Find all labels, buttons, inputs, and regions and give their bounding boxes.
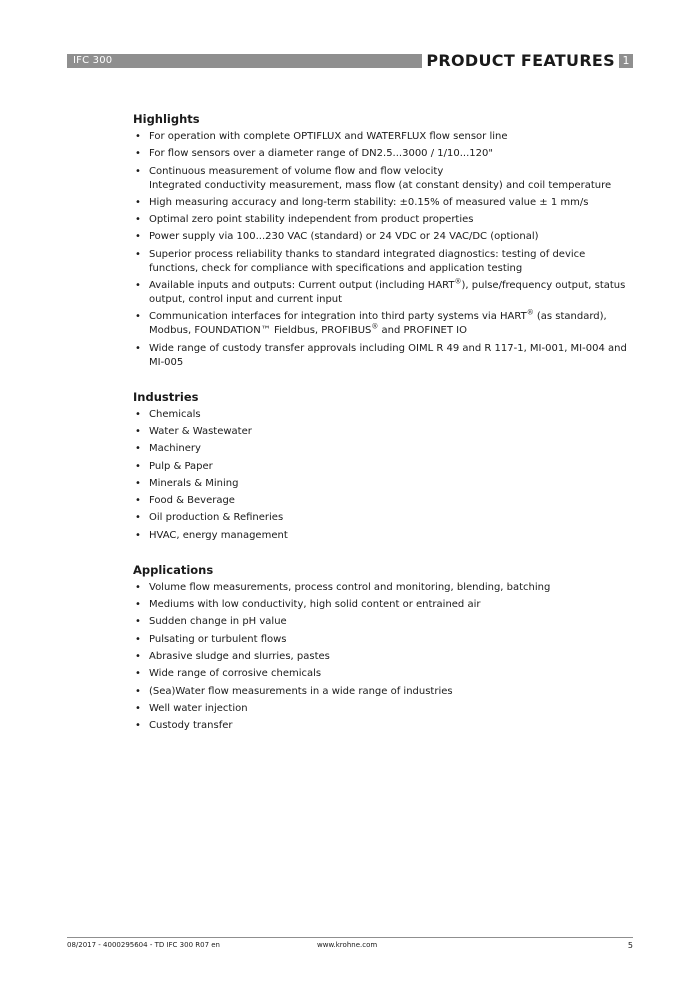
bullet-icon: • (135, 443, 141, 455)
registered-mark: ® (526, 309, 534, 318)
bullet-icon: • (135, 599, 141, 611)
bullet-icon: • (135, 214, 141, 226)
bullet-icon: • (135, 581, 141, 593)
list-item (133, 685, 633, 699)
bullet-icon: • (135, 231, 141, 243)
list-item (133, 477, 633, 491)
bullet-icon: • (135, 685, 141, 697)
list-item-text: Minerals & Mining (149, 477, 239, 489)
list-item-text: Sudden change in pH value (149, 616, 287, 628)
list-item (133, 615, 633, 629)
list-item-text: Optimal zero point stability independent from product properties (149, 214, 474, 226)
list-item (133, 719, 633, 733)
applications-section (133, 563, 633, 733)
bullet-icon: • (135, 633, 141, 645)
list-item-text: For operation with complete OPTIFLUX and WATERFLUX flow sensor line (149, 131, 508, 142)
highlights-section (133, 112, 633, 370)
applications-heading: Applications (133, 562, 214, 577)
list-item (133, 529, 633, 543)
list-item (133, 342, 633, 370)
footer-row (67, 941, 633, 955)
list-item-text: For flow sensors over a diameter range of DN2.5...3000 / 1/10...120" (149, 148, 493, 160)
bullet-icon: • (135, 495, 141, 507)
list-item-text: (Sea)Water flow measurements in a wide range of industries (149, 685, 453, 697)
bullet-icon: • (135, 280, 141, 292)
footer-document-reference: 08/2017 - 4000295604 - TD IFC 300 R07 en (67, 941, 220, 949)
footer-page-number: 5 (627, 941, 633, 950)
list-item (133, 581, 633, 595)
bullet-icon: • (135, 702, 141, 714)
list-item (133, 248, 633, 276)
page-header (67, 52, 633, 69)
list-item-text: Chemicals (149, 408, 201, 420)
bullet-icon: • (135, 408, 141, 420)
list-item-text: Pulsating or turbulent flows (149, 633, 287, 645)
list-item (133, 408, 633, 422)
list-item-text: Continuous measurement of volume flow and flow velocity (149, 165, 444, 177)
list-item-text: Wide range of custody transfer approvals including OIML R 49 and R 117-1, MI-001, MI-004 and MI-005 (149, 342, 627, 368)
header-section-title: PRODUCT FEATURES (422, 52, 619, 69)
list-item-text: High measuring accuracy and long-term stability: ±0.15% of measured value ± 1 mm/s (149, 196, 589, 208)
list-item-text: Communication interfaces for integration into third party systems via HART (149, 311, 527, 323)
list-item-text: Power supply via 100...230 VAC (standard) or 24 VDC or 24 VAC/DC (optional) (149, 231, 539, 243)
applications-list (133, 581, 633, 733)
bullet-icon: • (135, 616, 141, 628)
list-item (133, 310, 633, 338)
list-item-text: HVAC, energy management (149, 529, 288, 541)
list-item (133, 494, 633, 508)
list-item-text: Mediums with low conductivity, high solid content or entrained air (149, 599, 481, 611)
bullet-icon: • (135, 720, 141, 732)
page-footer (67, 937, 633, 955)
list-item (133, 598, 633, 612)
list-item-text: Wide range of corrosive chemicals (149, 668, 322, 680)
highlights-list (133, 130, 633, 370)
industries-heading: Industries (133, 389, 199, 404)
list-item (133, 196, 633, 210)
list-item (133, 165, 633, 193)
bullet-icon: • (135, 248, 141, 260)
bullet-icon: • (135, 529, 141, 541)
main-content (133, 112, 633, 753)
list-item-text: Water & Wastewater (149, 425, 252, 437)
bullet-icon: • (135, 668, 141, 680)
list-item-text: Machinery (149, 443, 201, 455)
header-chapter-number: 1 (619, 54, 633, 68)
list-item-text: Food & Beverage (149, 495, 235, 507)
bullet-icon: • (135, 460, 141, 472)
list-item (133, 460, 633, 474)
bullet-icon: • (135, 425, 141, 437)
bullet-icon: • (135, 650, 141, 662)
list-item (133, 279, 633, 307)
list-item (133, 147, 633, 161)
bullet-icon: • (135, 196, 141, 208)
list-item-text: Abrasive sludge and slurries, pastes (149, 650, 330, 662)
footer-website: www.krohne.com (317, 941, 378, 949)
list-item (133, 425, 633, 439)
bullet-icon: • (135, 311, 141, 323)
list-item-text: Pulp & Paper (149, 460, 213, 472)
list-item (133, 511, 633, 525)
list-item-text: (as standard), Modbus, FOUNDATION™ Fieldbus, PROFIBUS (149, 311, 607, 337)
list-item-text: Custody transfer (149, 720, 233, 732)
list-item-text: Well water injection (149, 702, 248, 714)
header-product-label: IFC 300 (67, 54, 422, 68)
list-item-text-line2: Integrated conductivity measurement, mass flow (at constant density) and coil temperature (149, 179, 612, 191)
registered-mark: ® (371, 323, 379, 332)
list-item-text: Volume flow measurements, process control and monitoring, blending, batching (149, 581, 551, 593)
bullet-icon: • (135, 131, 141, 142)
bullet-icon: • (135, 342, 141, 354)
list-item (133, 667, 633, 681)
bullet-icon: • (135, 165, 141, 177)
registered-mark: ® (454, 277, 462, 286)
list-item-text: Oil production & Refineries (149, 512, 284, 524)
list-item (133, 702, 633, 716)
list-item (133, 213, 633, 227)
highlights-heading: Highlights (133, 112, 200, 126)
bullet-icon: • (135, 477, 141, 489)
bullet-icon: • (135, 512, 141, 524)
list-item-text: and PROFINET IO (378, 325, 467, 337)
list-item (133, 442, 633, 456)
industries-list (133, 408, 633, 543)
list-item (133, 230, 633, 244)
list-item (133, 633, 633, 647)
list-item-text: Available inputs and outputs: Current output (including HART (149, 280, 455, 292)
industries-section (133, 390, 633, 543)
bullet-icon: • (135, 148, 141, 160)
list-item (133, 130, 633, 144)
list-item-text: Superior process reliability thanks to standard integrated diagnostics: testing of device functions, check for compliance with specifications and application testing (149, 248, 586, 274)
list-item-text: ), pulse/frequency output, status output, control input and current input (149, 280, 626, 306)
list-item (133, 650, 633, 664)
